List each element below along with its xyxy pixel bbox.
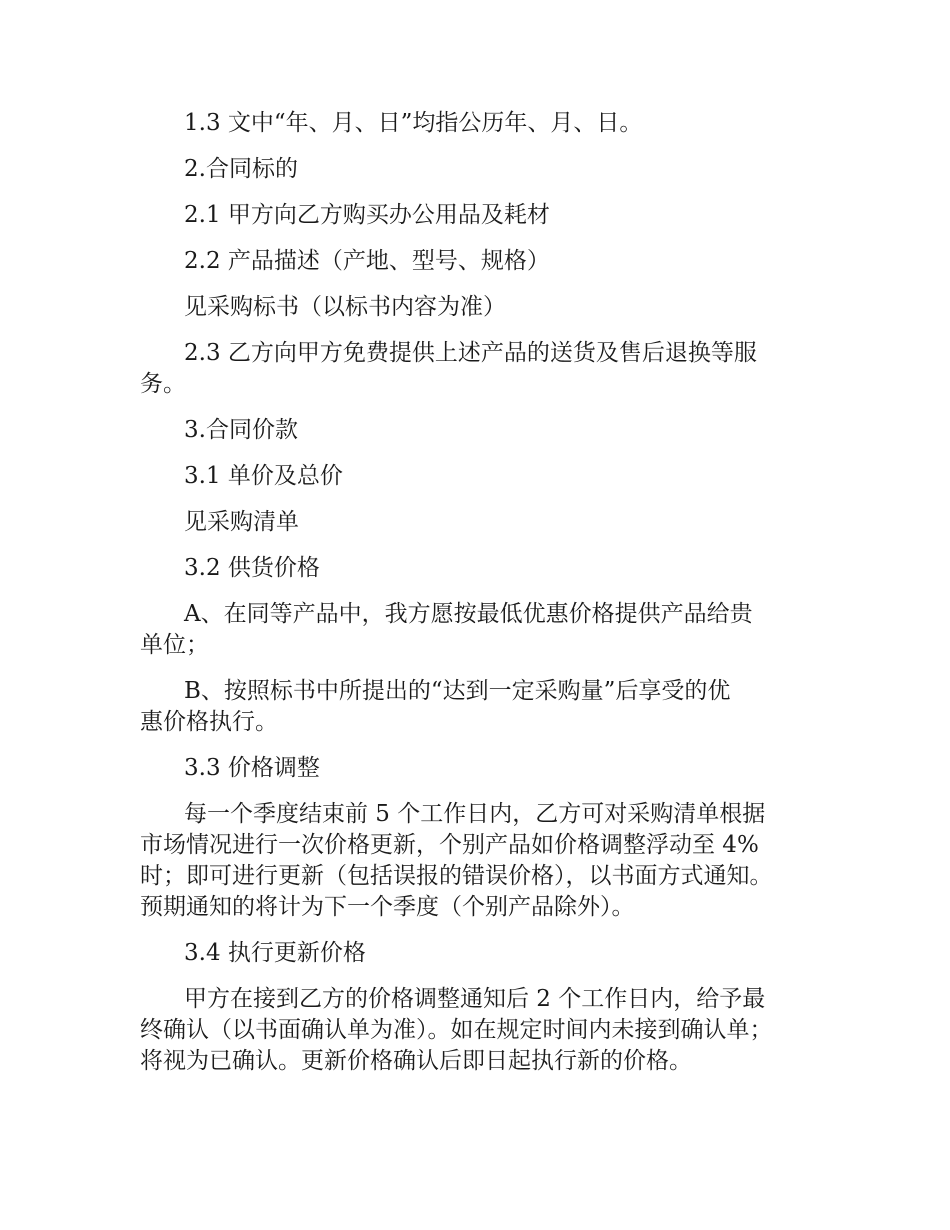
- paragraph-2-3: [140, 338, 840, 400]
- text-line: 甲方在接到乙方的价格调整通知后 2 个工作日内，给予最: [184, 986, 766, 1012]
- paragraph-price-update-rules: [140, 799, 840, 923]
- paragraph-3-1: [140, 461, 840, 492]
- text-line: 见采购清单: [184, 509, 299, 535]
- text-line: 单位；: [140, 632, 209, 658]
- paragraph-confirmation-rules: [140, 984, 840, 1077]
- text-line: 2.3 乙方向甲方免费提供上述产品的送货及售后退换等服: [184, 340, 757, 366]
- text-line: 2.合同标的: [184, 156, 298, 182]
- text-line: 时；即可进行更新（包括误报的错误价格），以书面方式通知。: [140, 863, 773, 889]
- paragraph-3-3: [140, 753, 840, 784]
- text-line: 终确认（以书面确认单为准）。如在规定时间内未接到确认单；: [140, 1017, 773, 1043]
- text-line: A、在同等产品中，我方愿按最低优惠价格提供产品给贵: [184, 601, 753, 627]
- text-line: 将视为已确认。更新价格确认后即日起执行新的价格。: [140, 1048, 692, 1074]
- text-line: 务。: [140, 371, 186, 397]
- text-line: 3.3 价格调整: [184, 755, 320, 781]
- text-line: 2.1 甲方向乙方购买办公用品及耗材: [184, 202, 550, 228]
- text-line: 3.2 供货价格: [184, 555, 320, 581]
- paragraph-3-2-b: [140, 676, 840, 738]
- text-line: B、按照标书中所提出的“达到一定采购量”后享受的优: [184, 678, 731, 704]
- paragraph-see-tender: [140, 292, 840, 323]
- text-line: 3.4 执行更新价格: [184, 940, 366, 966]
- text-line: 惠价格执行。: [140, 709, 278, 735]
- paragraph-see-purchase-list: [140, 507, 840, 538]
- paragraph-3-4: [140, 938, 840, 969]
- heading-3-contract-price: [140, 415, 840, 446]
- paragraph-3-2: [140, 553, 840, 584]
- heading-2-contract-subject: [140, 154, 840, 185]
- text-line: 3.合同价款: [184, 417, 298, 443]
- paragraph-2-1: [140, 200, 840, 231]
- text-line: 1.3 文中“年、月、日”均指公历年、月、日。: [184, 110, 643, 136]
- text-line: 2.2 产品描述（产地、型号、规格）: [184, 248, 550, 274]
- text-line: 每一个季度结束前 5 个工作日内，乙方可对采购清单根据: [184, 801, 766, 827]
- text-line: 3.1 单价及总价: [184, 463, 343, 489]
- document-page: [140, 108, 840, 1092]
- paragraph-3-2-a: [140, 599, 840, 661]
- text-line: 见采购标书（以标书内容为准）: [184, 294, 506, 320]
- paragraph-1-3-dates: [140, 108, 840, 139]
- text-line: 市场情况进行一次价格更新，个别产品如价格调整浮动至 4%: [140, 832, 759, 858]
- text-line: 预期通知的将计为下一个季度（个别产品除外）。: [140, 894, 635, 920]
- paragraph-2-2: [140, 246, 840, 277]
